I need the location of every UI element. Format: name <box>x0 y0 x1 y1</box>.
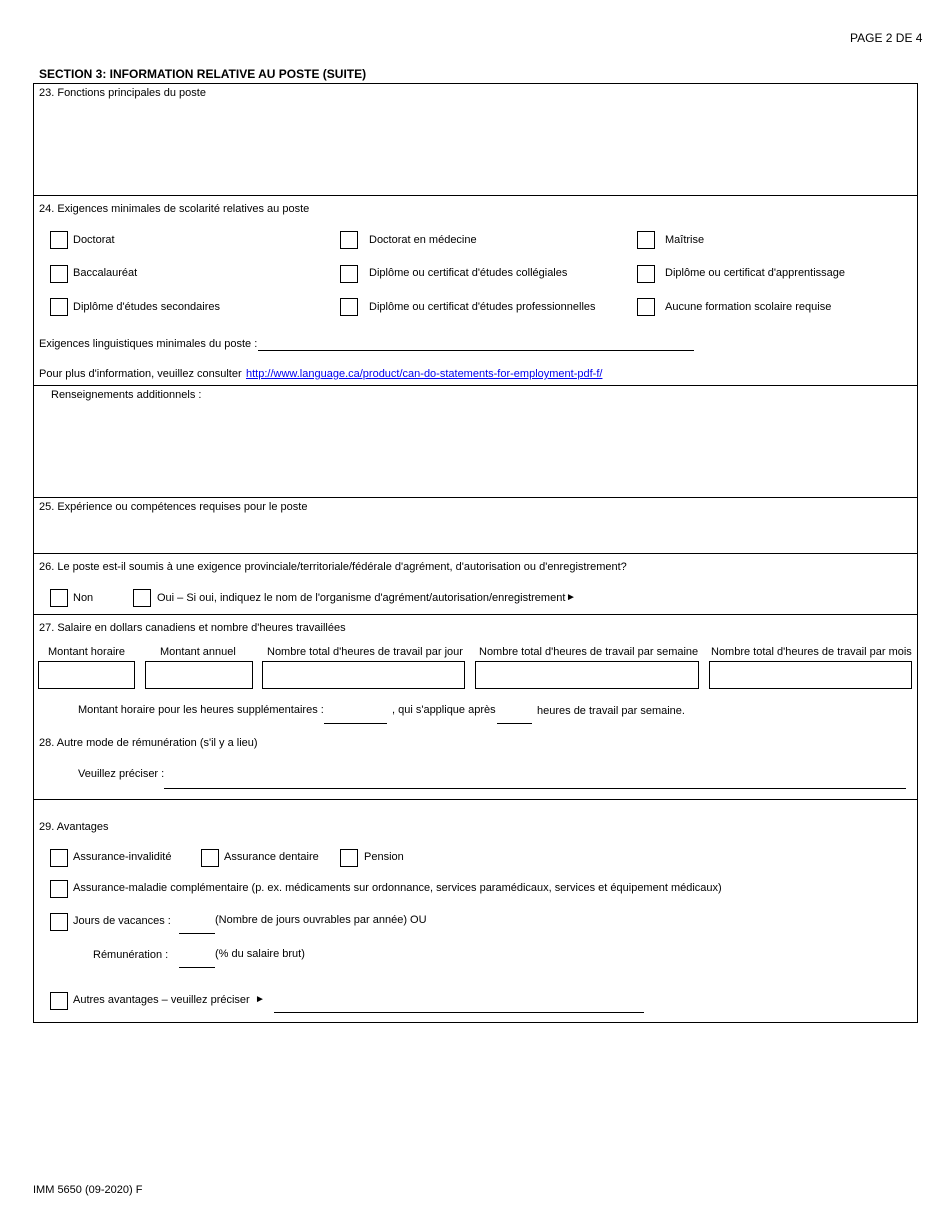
pay-unit: (% du salaire brut) <box>215 948 305 960</box>
vacation-unit: (Nombre de jours ouvrables par année) OU <box>215 914 427 926</box>
checkbox-pension[interactable] <box>340 849 358 867</box>
divider <box>34 385 917 386</box>
arrow-right-icon: ► <box>566 592 576 603</box>
option-label: Maîtrise <box>665 234 705 246</box>
other-benefits-label: Autres avantages – veuillez préciser <box>73 994 250 1006</box>
option-label: Diplôme d'études secondaires <box>73 301 221 313</box>
checkbox-maladie[interactable] <box>50 880 68 898</box>
q25-textarea[interactable] <box>38 516 912 550</box>
overtime-mid: , qui s'applique après <box>392 704 496 716</box>
divider <box>34 195 917 196</box>
divider <box>34 553 917 554</box>
checkbox-non[interactable] <box>50 589 68 607</box>
annual-wage-input[interactable] <box>145 661 253 689</box>
page-number: PAGE 2 DE 4 <box>850 31 923 45</box>
option-label: Doctorat <box>73 234 115 246</box>
form-id: IMM 5650 (09-2020) F <box>33 1184 143 1196</box>
option-label: Aucune formation scolaire requise <box>665 301 832 313</box>
section-title: SECTION 3: INFORMATION RELATIVE AU POSTE (SUITE) <box>39 67 367 81</box>
overtime-hours-field[interactable] <box>497 723 532 724</box>
vacation-days-field[interactable] <box>179 933 215 934</box>
disability-label: Assurance-invalidité <box>73 851 172 863</box>
arrow-right-icon: ► <box>255 994 265 1005</box>
overtime-end: heures de travail par semaine. <box>537 705 685 717</box>
vacation-pay-field[interactable] <box>179 967 215 968</box>
q25-label: 25. Expérience ou compétences requises pour le poste <box>39 501 308 513</box>
language-field[interactable] <box>258 350 694 351</box>
option-label: Diplôme ou certificat d'études professionnelles <box>369 301 596 313</box>
hours-per-day-input[interactable] <box>262 661 465 689</box>
divider <box>34 614 917 615</box>
info-prefix: Pour plus d'information, veuillez consulter <box>39 368 242 380</box>
pension-label: Pension <box>364 851 404 863</box>
q24-label: 24. Exigences minimales de scolarité relatives au poste <box>39 203 310 215</box>
checkbox-vacances[interactable] <box>50 913 68 931</box>
hourly-wage-input[interactable] <box>38 661 135 689</box>
option-label: Doctorat en médecine <box>369 234 477 246</box>
pay-label: Rémunération : <box>93 949 169 961</box>
checkbox-dentaire[interactable] <box>201 849 219 867</box>
checkbox-apprentissage[interactable] <box>637 265 655 283</box>
checkbox-maitrise[interactable] <box>637 231 655 249</box>
option-label: Diplôme ou certificat d'apprentissage <box>665 267 846 279</box>
additional-info-label: Renseignements additionnels : <box>51 389 202 401</box>
checkbox-professionnel[interactable] <box>340 298 358 316</box>
no-label: Non <box>73 592 94 604</box>
hours-per-month-input[interactable] <box>709 661 912 689</box>
column-header: Nombre total d'heures de travail par semaine <box>479 646 699 658</box>
option-label: Diplôme ou certificat d'études collégiales <box>369 267 568 279</box>
q27-label: 27. Salaire en dollars canadiens et nombre d'heures travaillées <box>39 622 346 634</box>
column-header: Nombre total d'heures de travail par jour <box>267 646 463 658</box>
q28-label: 28. Autre mode de rémunération (s'il y a lieu) <box>39 737 258 749</box>
additional-info-textarea[interactable] <box>38 404 912 492</box>
column-header: Montant annuel <box>160 646 236 658</box>
health-label: Assurance-maladie complémentaire (p. ex. médicaments sur ordonnance, services paramédicaux, services et équipement médicaux) <box>73 882 722 894</box>
language-link[interactable]: http://www.language.ca/product/can-do-statements-for-employment-pdf-f/ <box>246 368 603 380</box>
overtime-label: Montant horaire pour les heures supplémentaires : <box>78 704 324 716</box>
q29-label: 29. Avantages <box>39 821 109 833</box>
checkbox-doctorat[interactable] <box>50 231 68 249</box>
q26-label: 26. Le poste est-il soumis à une exigence provinciale/territoriale/fédérale d'agrément, d'autorisation ou d'enregistrement? <box>39 561 627 573</box>
checkbox-oui[interactable] <box>133 589 151 607</box>
checkbox-baccalaureat[interactable] <box>50 265 68 283</box>
checkbox-autres[interactable] <box>50 992 68 1010</box>
language-label: Exigences linguistiques minimales du poste : <box>39 338 258 350</box>
hours-per-week-input[interactable] <box>475 661 699 689</box>
divider <box>34 799 917 800</box>
yes-label: Oui – Si oui, indiquez le nom de l'organisme d'agrément/autorisation/enregistrement <box>157 592 566 604</box>
checkbox-invalidite[interactable] <box>50 849 68 867</box>
checkbox-secondaire[interactable] <box>50 298 68 316</box>
checkbox-collegial[interactable] <box>340 265 358 283</box>
overtime-rate-field[interactable] <box>324 723 387 724</box>
other-pay-field[interactable] <box>164 788 906 789</box>
q23-label: 23. Fonctions principales du poste <box>39 87 206 99</box>
specify-label: Veuillez préciser : <box>78 768 165 780</box>
column-header: Montant horaire <box>48 646 126 658</box>
q23-textarea[interactable] <box>38 102 912 190</box>
dental-label: Assurance dentaire <box>224 851 319 863</box>
other-benefits-field[interactable] <box>274 1012 644 1013</box>
checkbox-doctorat-medecine[interactable] <box>340 231 358 249</box>
column-header: Nombre total d'heures de travail par mois <box>711 646 912 658</box>
option-label: Baccalauréat <box>73 267 138 279</box>
checkbox-aucune[interactable] <box>637 298 655 316</box>
vacation-label: Jours de vacances : <box>73 915 171 927</box>
divider <box>34 497 917 498</box>
